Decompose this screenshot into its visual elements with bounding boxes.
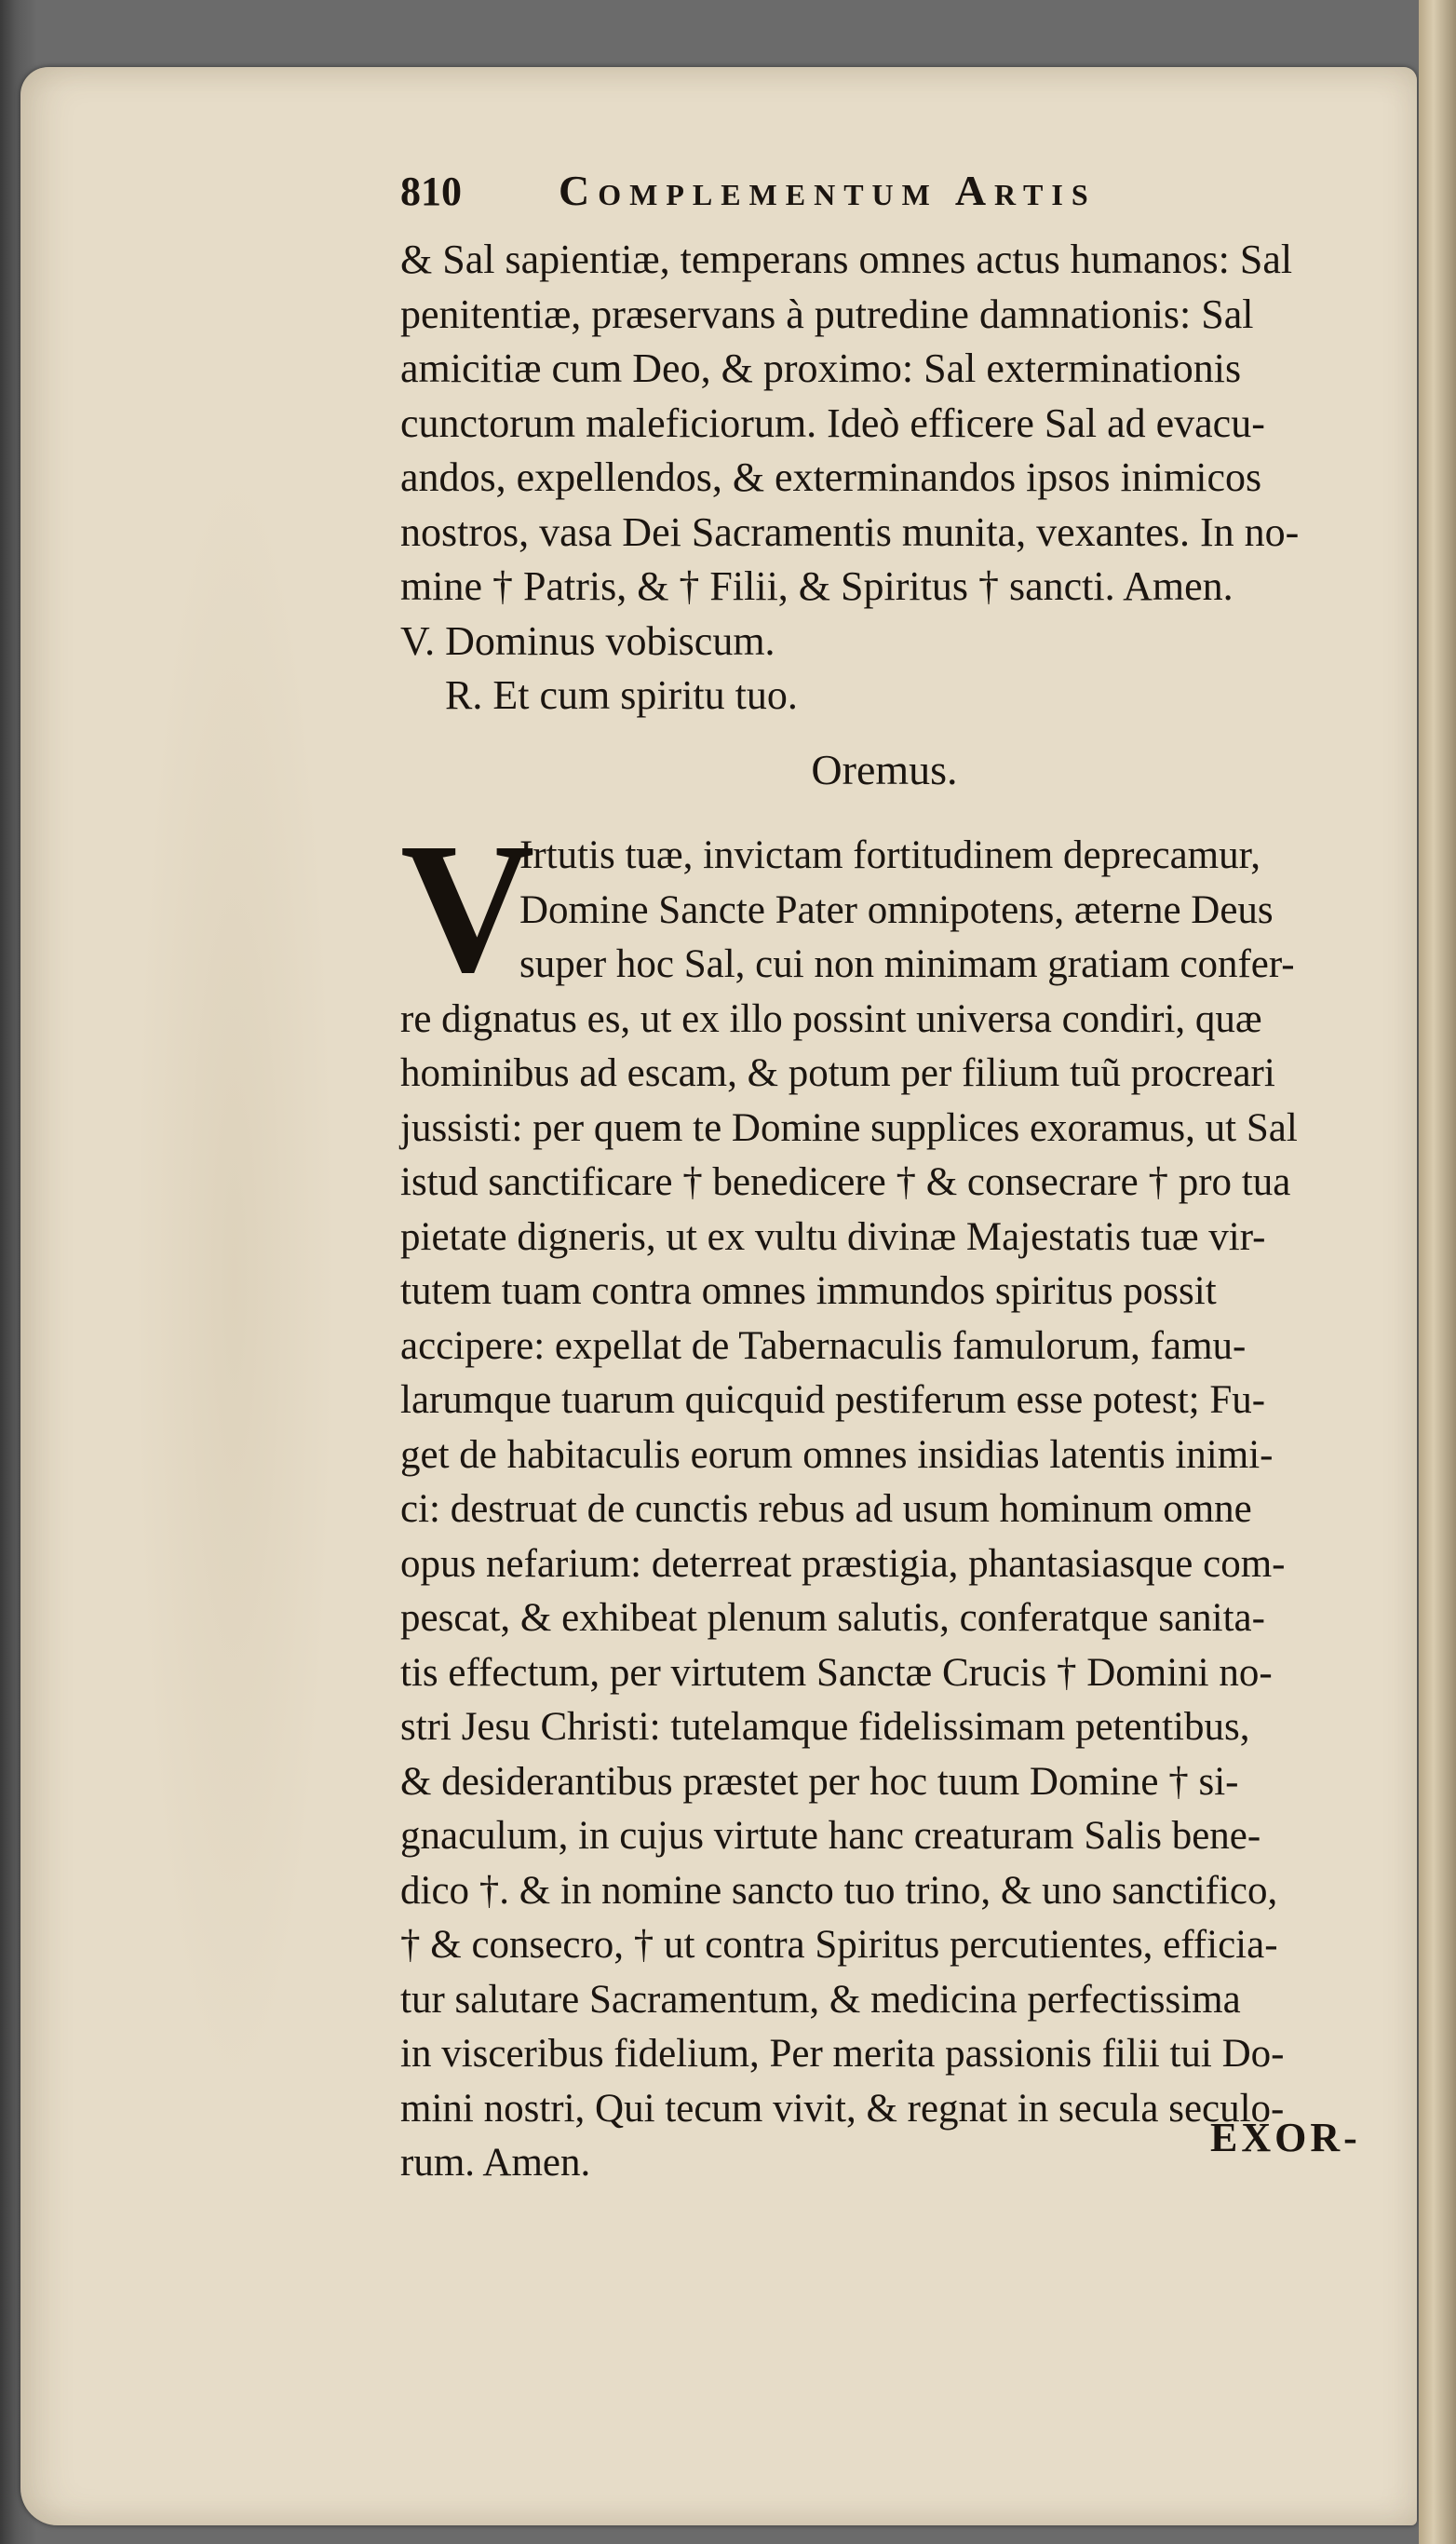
section-heading: Oremus. <box>811 746 958 793</box>
text-line: cunctorum maleficiorum. Ideò efficere Sal ad evacu- <box>400 399 1265 446</box>
text-line: mini nostri, Qui tecum vivit, & regnat in secula seculo- <box>400 2086 1285 2131</box>
text-line: & desiderantibus præstet per hoc tuum Domine † si- <box>400 1759 1239 1804</box>
text-line: rum. Amen. <box>400 2141 591 2185</box>
text-line: jussisti: per quem te Domine supplices exoramus, ut Sal <box>400 1105 1298 1150</box>
text-line: andos, expellendos, & exterminandos ipsos inimicos <box>400 454 1262 500</box>
text-line: Irtutis tuæ, invictam fortitudinem deprecamur, <box>519 833 1261 877</box>
text-line: re dignatus es, ut ex illo possint universa condiri, quæ <box>400 996 1262 1041</box>
prayer-text <box>400 805 1424 2191</box>
text-line: opus nefarium: deterreat præstigia, phantasiasque com- <box>400 1541 1286 1586</box>
response-line: R. Et cum spiritu tuo. <box>445 672 798 718</box>
text-line: amicitiæ cum Deo, & proximo: Sal exterminationis <box>400 345 1242 391</box>
text-line: penitentiæ, præservans à putredine damnationis: Sal <box>400 291 1254 337</box>
text-line: gnaculum, in cujus virtute hanc creaturam Salis bene- <box>400 1814 1261 1858</box>
text-line: dico †. & in nomine sancto tuo trino, & uno sanctifico, <box>400 1868 1278 1913</box>
text-line: nostros, vasa Dei Sacramentis munita, vexantes. In no- <box>400 508 1300 555</box>
text-line: get de habitaculis eorum omnes insidias latentis inimi- <box>400 1432 1274 1477</box>
paper-stain <box>132 440 337 2116</box>
drop-cap-initial: V <box>400 805 535 1011</box>
intro-text <box>400 233 1415 724</box>
text-line: pescat, & exhibeat plenum salutis, conferatque sanita- <box>400 1596 1265 1640</box>
text-line: Domine Sancte Pater omnipotens, æterne Deus <box>519 887 1274 932</box>
text-line: larumque tuarum quicquid pestiferum esse potest; Fu- <box>400 1378 1266 1422</box>
text-line: pietate digneris, ut ex vultu divinæ Majestatis tuæ vir- <box>400 1214 1266 1259</box>
text-line: accipere: expellat de Tabernaculis famulorum, famu- <box>400 1323 1247 1368</box>
page-number: 810 <box>400 169 462 214</box>
page-header <box>400 166 1220 215</box>
text-line: tur salutare Sacramentum, & medicina perfectissima <box>400 1977 1241 2022</box>
text-line: † & consecro, † ut contra Spiritus percutientes, efficia- <box>400 1923 1278 1967</box>
text-line: hominibus ad escam, & potum per filium tuũ procreari <box>400 1051 1275 1095</box>
text-line: tutem tuam contra omnes immundos spiritus possit <box>400 1269 1217 1313</box>
catchword: EXOR- <box>1210 2115 1361 2160</box>
text-line: stri Jesu Christi: tutelamque fidelissimam petentibus, <box>400 1705 1250 1749</box>
text-line: super hoc Sal, cui non minimam gratiam confer- <box>519 942 1295 986</box>
text-line: mine † Patris, & † Filii, & Spiritus † sancti. Amen. <box>400 563 1234 609</box>
next-page-edge <box>1419 0 1456 2544</box>
text-line: & Sal sapientiæ, temperans omnes actus humanos: Sal <box>400 237 1293 282</box>
text-line: in visceribus fidelium, Per merita passionis filii tui Do- <box>400 2032 1285 2076</box>
text-line: istud sanctificare † benedicere † & consecrare † pro tua <box>400 1160 1291 1204</box>
text-line: tis effectum, per virtutem Sanctæ Crucis † Domini no- <box>400 1650 1273 1695</box>
text-line: ci: destruat de cunctis rebus ad usum hominum omne <box>400 1487 1252 1531</box>
versicle-line: V. Dominus vobiscum. <box>400 617 775 664</box>
running-title: Complementum Artis <box>559 167 1097 214</box>
